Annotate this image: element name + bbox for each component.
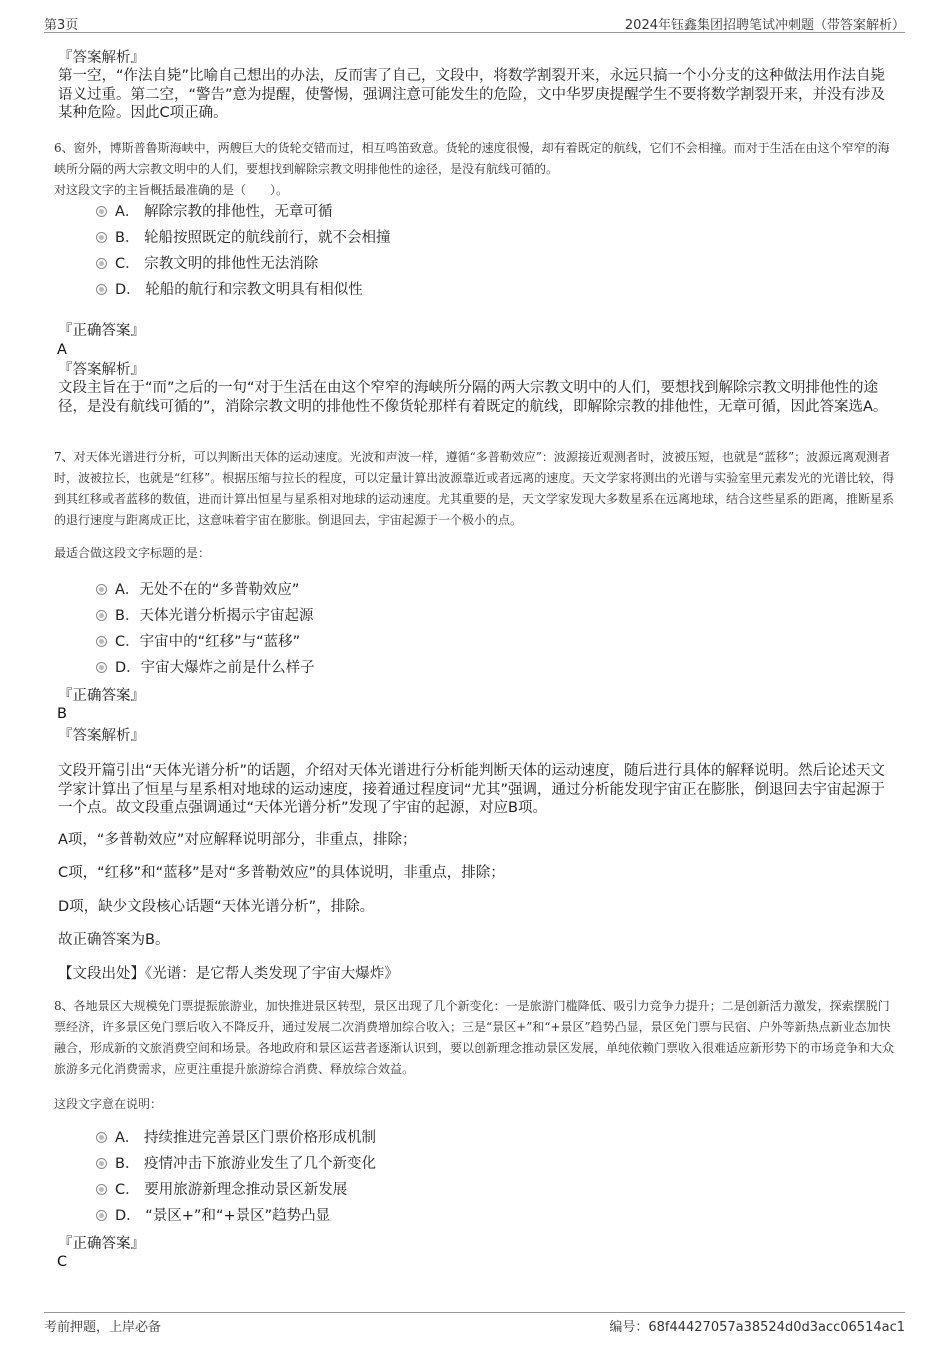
page-number: 第3页 (44, 18, 79, 33)
radio-icon[interactable] (96, 662, 107, 673)
q7-question: 最适合做这段文字标题的是： (54, 546, 211, 560)
radio-icon[interactable] (96, 636, 107, 647)
radio-icon[interactable] (96, 258, 107, 269)
q7-point-c: C项，“红移”和“蓝移”是对“多普勒效应”的具体说明，非重点，排除； (58, 865, 505, 881)
radio-icon[interactable] (96, 1132, 107, 1143)
q6-option-b[interactable]: B． 轮船按照既定的航线前行，就不会相撞 (96, 225, 796, 251)
q6-analysis-text: 文段主旨在于“而”之后的一句“对于生活在由这个窄窄的海峡所分隔的两大宗教文明中的人们，要想找到解除宗教文明排他性的途径，是没有航线可循的”，消除宗教文明的排他性不像货轮那样有着既定的航线，即解除宗教的排他性，无章可循，因此答案选A。 (58, 380, 888, 415)
q7-conclusion: 故正确答案为B。 (58, 932, 170, 948)
radio-icon[interactable] (96, 232, 107, 243)
q8-answer: C (57, 1254, 68, 1270)
document-title: 2024年钰鑫集团招聘笔试冲刺题（带答案解析） (624, 18, 905, 33)
q6-analysis-label: 『答案解析』 (58, 362, 145, 378)
radio-icon[interactable] (96, 1184, 107, 1195)
q7-option-c[interactable]: C．宇宙中的“红移”与“蓝移” (96, 629, 796, 655)
q8-options (96, 1125, 796, 1229)
q8-question: 这段文字意在说明： (54, 1097, 163, 1111)
q5-analysis-label: 『答案解析』 (58, 50, 145, 66)
q7-point-d: D项，缺少文段核心话题“天体光谱分析”，排除。 (58, 899, 375, 915)
radio-icon[interactable] (96, 1210, 107, 1221)
q6-question: 对这段文字的主旨概括最准确的是（ ）。 (54, 183, 289, 197)
footer-slogan: 考前押题，上岸必备 (44, 1320, 162, 1335)
q7-options (96, 577, 796, 681)
q6-option-c[interactable]: C． 宗教文明的排他性无法消除 (96, 251, 796, 277)
q6-option-d[interactable]: D． 轮船的航行和宗教文明具有相似性 (96, 277, 796, 303)
q6-stem: 6、窗外，博斯普鲁斯海峡中，两艘巨大的货轮交错而过，相互鸣笛致意。货轮的速度很慢，却有着既定的航线，它们不会相撞。而对于生活在由这个窄窄的海峡所分隔的两大宗教文明中的人们，要想找到解除宗教文明排他性的途径，是没有航线可循的。 (54, 141, 890, 176)
q8-option-d[interactable]: D． “景区+”和“+景区”趋势凸显 (96, 1203, 796, 1229)
radio-icon[interactable] (96, 284, 107, 295)
radio-icon[interactable] (96, 610, 107, 621)
q7-answer: B (57, 706, 67, 722)
q7-answer-label: 『正确答案』 (58, 688, 145, 704)
radio-icon[interactable] (96, 206, 107, 217)
q7-analysis-text: 文段开篇引出“天体光谱分析”的话题，介绍对天体光谱进行分析能判断天体的运动速度，随后进行具体的解释说明。然后论述天文学家计算出了恒星与星系相对地球的运动速度，接着通过程度词“尤其”强调，通过分析能发现宇宙正在膨胀，倒退回去宇宙起源于一个点。故文段重点强调通过“天体光谱分析”发现了宇宙的起源，对应B项。 (58, 763, 886, 816)
page-footer (44, 1312, 905, 1335)
radio-icon[interactable] (96, 584, 107, 595)
q6-answer: A (57, 342, 67, 358)
q7-stem: 7、对天体光谱进行分析，可以判断出天体的运动速度。光波和声波一样，遵循“多普勒效应”：波源接近观测者时，波被压短，也就是“蓝移”；波源远离观测者时，波被拉长，也就是“红移”。根据压缩与拉长的程度，可以定量计算出波源靠近或者远离的速度。天文学家将测出的光谱与实验室里元素发光的光谱比较，得到其红移或者蓝移的数值，进而计算出恒星与星系相对地球的运动速度。尤其重要的是，天文学家发现大多数星系在远离地球，结合这些星系的距离，推断星系的退行速度与距离成正比，这意味着宇宙在膨胀。倒退回去，宇宙起源于一个极小的点。 (54, 450, 895, 527)
q7-point-a: A项，“多普勒效应”对应解释说明部分，非重点，排除； (58, 832, 417, 848)
q8-answer-label: 『正确答案』 (58, 1236, 145, 1252)
q8-option-b[interactable]: B． 疫情冲击下旅游业发生了几个新变化 (96, 1151, 796, 1177)
q7-option-b[interactable]: B．天体光谱分析揭示宇宙起源 (96, 603, 796, 629)
q7-source: 【文段出处】《光谱：是它帮人类发现了宇宙大爆炸》 (58, 966, 399, 982)
q5-analysis-text: 第一空，“作法自毙”比喻自己想出的办法，反而害了自己，文段中，将数学割裂开来，永远只搞一个小分支的这种做法用作法自毙语义过重。第二空，“警告”意为提醒，使警惕，强调注意可能发生的危险，文中华罗庚提醒学生不要将数学割裂开来，并没有涉及某种危险。因此C项正确。 (58, 68, 886, 121)
radio-icon[interactable] (96, 1158, 107, 1169)
q8-option-c[interactable]: C． 要用旅游新理念推动景区新发展 (96, 1177, 796, 1203)
q6-answer-label: 『正确答案』 (58, 323, 145, 339)
q7-option-d[interactable]: D．宇宙大爆炸之前是什么样子 (96, 655, 796, 681)
q8-stem: 8、各地景区大规模免门票提振旅游业，加快推进景区转型，景区出现了几个新变化：一是旅游门槛降低、吸引力竞争力提升；二是创新活力激发，探索摆脱门票经济，许多景区免门票后收入不降反升，通过发展二次消费增加综合收入；三是“景区+”和“+景区”趋势凸显，景区免门票与民宿、户外等新热点新业态加快融合，形成新的文旅消费空间和场景。各地政府和景区运营者逐渐认识到，要以创新理念推动景区发展，单纯依赖门票收入很难适应新形势下的市场竞争和大众旅游多元化消费需求，应更注重提升旅游综合消费、释放综合效益。 (54, 999, 895, 1076)
q8-option-a[interactable]: A． 持续推进完善景区门票价格形成机制 (96, 1125, 796, 1151)
q6-option-a[interactable]: A． 解除宗教的排他性，无章可循 (96, 199, 796, 225)
q7-option-a[interactable]: A．无处不在的“多普勒效应” (96, 577, 796, 603)
document-id: 编号：68f44427057a38524d0d3acc06514ac1 (609, 1320, 905, 1335)
q7-analysis-label: 『答案解析』 (58, 728, 145, 744)
page-header (44, 12, 905, 33)
q6-options (96, 199, 796, 303)
